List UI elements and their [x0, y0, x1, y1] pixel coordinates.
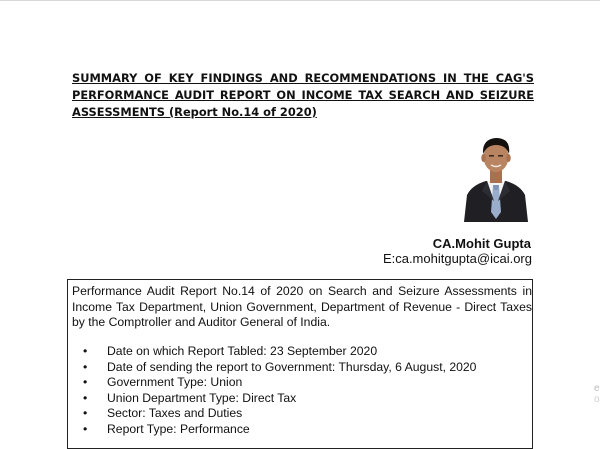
- report-details-list: [83, 344, 476, 438]
- edge-text: o: [594, 394, 600, 405]
- summary-intro: Performance Audit Report No.14 of 2020 on Search and Seizure Assessments in Income Tax Department, Union Government, Department of Revenue - Direct Taxes by the Comptroller and Auditor General of India.: [72, 284, 532, 330]
- bullet-icon: •: [83, 375, 88, 390]
- list-item: • Government Type: Union: [83, 375, 243, 390]
- author-email: E:ca.mohitgupta@icai.org: [382, 251, 532, 266]
- list-item: • Date on which Report Tabled: 23 September 2020: [83, 344, 378, 358]
- edge-text: e: [594, 383, 600, 394]
- author-portrait: [460, 129, 532, 222]
- document-title: SUMMARY OF KEY FINDINGS AND RECOMMENDATIONS IN THE CAG'S PERFORMANCE AUDIT REPORT ON INCOME TAX SEARCH AND SEIZURE ASSESSMENTS (Report No.14 of 2020): [72, 71, 534, 119]
- bullet-icon: •: [83, 390, 88, 405]
- bullet-icon: •: [83, 421, 88, 436]
- list-item: • Date of sending the report to Government: Thursday, 6 August, 2020: [83, 359, 477, 374]
- author-name: CA.Mohit Gupta: [432, 236, 531, 251]
- bullet-icon: •: [83, 406, 88, 421]
- bullet-icon: •: [83, 344, 88, 358]
- author-photo: [460, 129, 532, 222]
- list-item: • Union Department Type: Direct Tax: [83, 390, 297, 405]
- page-top-rule: [0, 0, 600, 1]
- list-item: • Report Type: Performance: [83, 421, 250, 436]
- bullet-icon: •: [83, 359, 88, 374]
- list-item: • Sector: Taxes and Duties: [83, 406, 243, 421]
